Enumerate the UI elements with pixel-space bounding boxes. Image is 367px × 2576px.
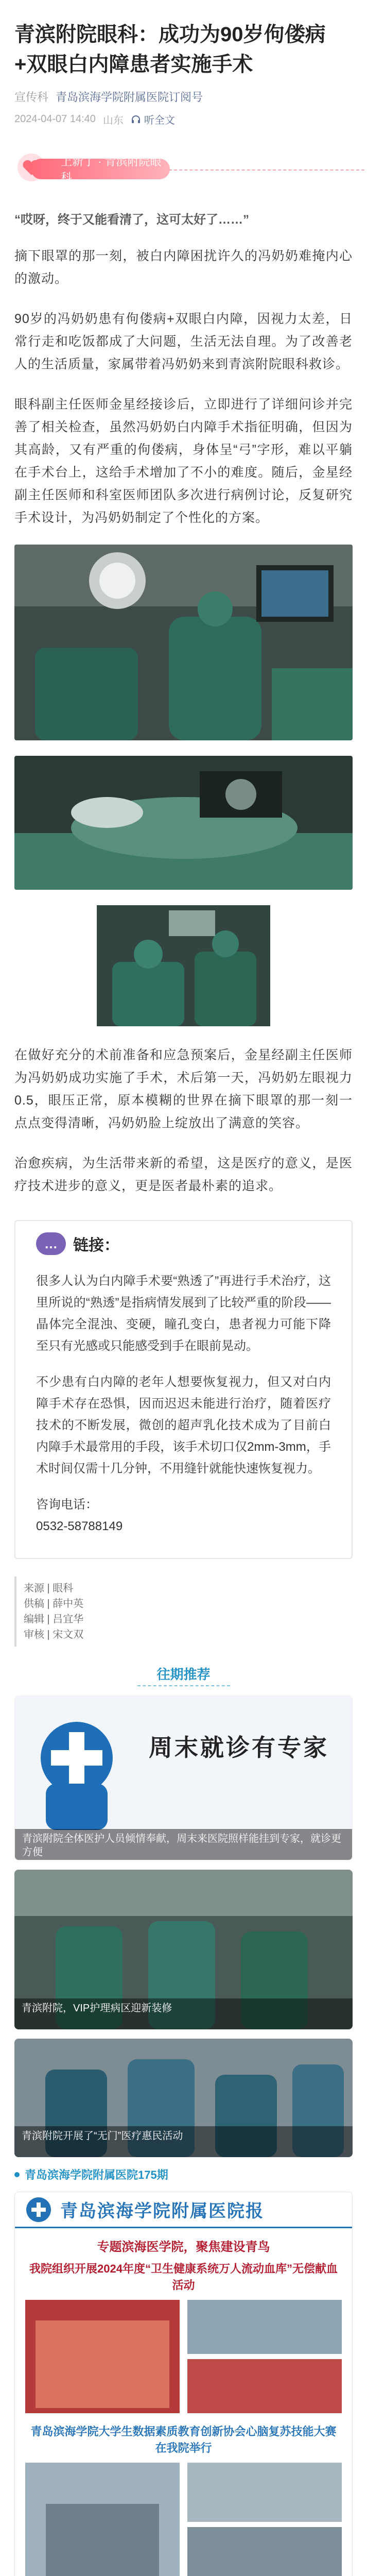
paragraph: 在做好充分的术前准备和应急预案后，金星经副主任医师为冯奶奶成功实施了手术，术后第一天，冯奶奶左眼视力0.5，眼压正常，原本模糊的世界在摘下眼罩的那一刻一点点变得清晰，冯奶奶脸上绽放出了满意的笑容。 [14,1048,353,1130]
newspaper-title: 青岛滨海学院附属医院报 [60,2201,264,2222]
surgery-photo [14,545,353,740]
paragraph: 眼科副主任医师金星经接诊后，立即进行了详细问诊并完善了相关检查，虽然冯奶奶白内障手术指征明确，但因为其高龄，又有严重的佝偻病，身体呈“弓”字形，难以平躺在手术台上，这给手术增加了不小的难度。随后，金星经副主任医师和科室医师团队多次进行病例讨论，反复研究手术设计，为冯奶奶制定了个性化的方案。 [14,397,353,525]
newspaper-headline: 专题滨海医学院，聚焦建设青鸟 [97,2240,270,2254]
paragraph: 治愈疾病，为生活带来新的希望，这是医疗的意义，是医疗技术进步的意义，更是医者最朴素的追求。 [14,1156,353,1193]
paragraph: 90岁的冯奶奶患有佝偻病+双眼白内障，因视力太差，日常行走和吃饭都成了大问题，生活无法自理。为了改善老人的生活质量，家属带着冯奶奶来到青滨附院眼科救诊。 [14,312,353,371]
recommend-card-activity[interactable] [14,2039,353,2157]
hospital-issue-heading [14,2166,353,2182]
article-title: 青滨附院眼科：成功为90岁佝偻病+双眼白内障患者实施手术 [14,23,326,76]
account-name-link[interactable]: 青岛滨海学院附属医院订阅号 [56,91,203,104]
recommend-caption: 青滨附院全体医护人员倾情奉献，周末来医院照样能挂到专家，就诊更方便 [15,1829,352,1860]
link-paragraph: 不少患有白内障的老年人想要恢复视力，但又对白内障手术存在恐惧，因而迟迟未能进行治疗，随着医疗技术的不断发展，微创的超声乳化技术成为了目前白内障手术最常用的手段，该手术切口仅2mm-3mm，手术时间仅需十几分钟，不用缝针就能快速恢复视力。 [36,1375,331,1476]
recommend-divider [137,1685,230,1686]
credits [14,1577,353,1647]
consult-number[interactable]: 0532-58788149 [36,1519,123,1533]
headphones-icon [131,114,141,125]
newspaper-card[interactable] [14,2192,353,2576]
recommend-caption: 青滨附院开展了“无门”医疗惠民活动 [14,2126,353,2157]
recommend-card-vip[interactable] [14,1870,353,2029]
intro-banner [14,145,353,207]
hospital-issue-label: 青岛滨海学院附属医院175期 [25,2168,168,2181]
surgery-photo [14,905,353,1026]
credit-line: 审核 | 宋文双 [24,1629,84,1640]
article-meta-secondary [14,112,353,127]
link-paragraph: 很多人认为白内障手术要“熟透了”再进行手术治疗，这里所说的“熟透”是指病情发展到了比较严重的阶段——晶体完全混浊、变硬，瞳孔变白，患者视力可能下降至只有光感或只能感受到手在眼前晃动。 [36,1274,331,1353]
consult-label: 咨询电话： [36,1498,98,1512]
chat-bubble-icon: … [36,1232,66,1255]
link-heading [36,1232,119,1255]
credit-line: 供稿 | 薛中英 [24,1598,84,1609]
article-author: 宣传科 [14,91,49,104]
consult-phone [36,1494,331,1537]
listen-button[interactable] [131,112,175,127]
listen-label: 听全文 [144,115,175,126]
banner-dashed-line [169,170,364,171]
recommend-image-text: 周末就诊有专家 [149,1734,329,1761]
link-card [14,1220,353,1559]
paragraph: 摘下眼罩的那一刻，被白内障困扰许久的冯奶奶难掩内心的激动。 [14,249,353,286]
credit-line: 编辑 | 吕宜华 [24,1614,84,1625]
article-meta [14,89,353,105]
newspaper-masthead [15,2192,352,2228]
recommend-card-weekend-expert[interactable] [14,1696,353,1860]
credit-line: 来源 | 眼科 [24,1583,74,1594]
newspaper-headline: 青岛滨海学院大学生数据素质教育创新协会心脑复苏技能大赛在我院举行 [30,2425,337,2454]
bullet-dot-icon [14,2172,20,2177]
article-date: 2024-04-07 14:40 [14,113,96,125]
intro-quote: “哎呀，终于又能看清了，这可太好了……” [14,213,249,227]
recommend-caption: 青滨附院，VIP护理病区迎新装修 [14,1998,353,2029]
newspaper-headline: 我院组织开展2024年度“卫生健康系统万人流动血库”无偿献血活动 [29,2262,338,2292]
banner-tag: 上新了 · 青滨附院眼科 [31,159,170,179]
recommend-title: 往期推荐 [156,1667,211,1682]
article-location: 山东 [102,115,124,126]
surgery-photo [14,756,353,890]
hospital-logo-icon [25,2196,52,2223]
link-heading-text: 链接： [73,1237,119,1254]
article-content [0,20,367,2576]
